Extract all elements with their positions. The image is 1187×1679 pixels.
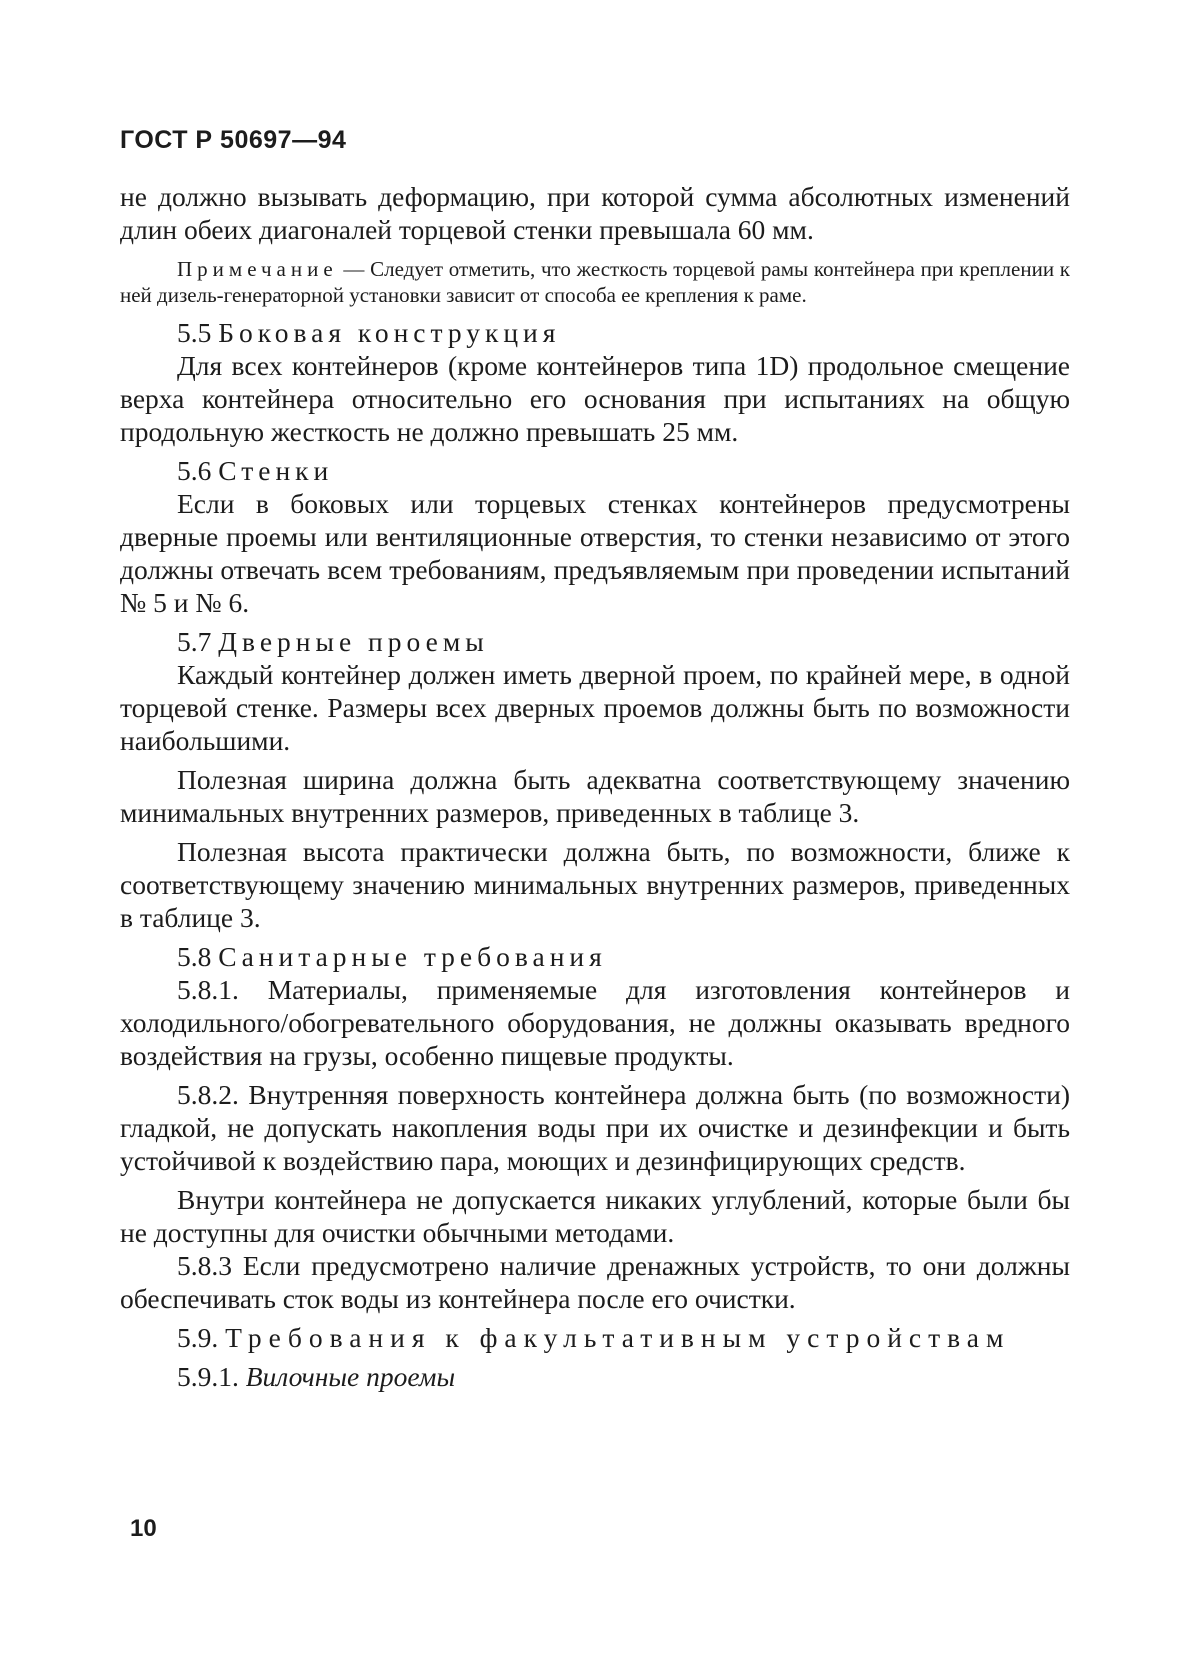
section-heading-5-6 bbox=[120, 454, 1070, 487]
section-heading-5-9-1 bbox=[120, 1360, 1070, 1393]
note-label: Примечание bbox=[177, 257, 338, 281]
paragraph-5-5: Для всех контейнеров (кроме контейнеров типа 1D) продольное смещение верха контейнера относительно его основания при испытаниях на общую продольную жесткость не должно превышать 25 мм. bbox=[120, 350, 1070, 447]
paragraph-5-8-3: 5.8.3 Если предусмотрено наличие дренажных устройств, то они должны обеспечивать сток воды из контейнера после его очистки. bbox=[120, 1250, 1070, 1314]
section-heading-5-7 bbox=[120, 625, 1070, 658]
section-title: Требования к факультативным устройствам bbox=[225, 1322, 1011, 1353]
section-title: Дверные проемы bbox=[218, 626, 489, 657]
section-heading-5-5 bbox=[120, 316, 1070, 349]
section-heading-5-8 bbox=[120, 940, 1070, 973]
page-number: 10 bbox=[130, 1515, 157, 1542]
section-number: 5.9.1. bbox=[177, 1361, 246, 1392]
section-title: Санитарные требования bbox=[218, 941, 607, 972]
document-designation: ГОСТ Р 50697—94 bbox=[120, 126, 347, 154]
section-title: Боковая конструкция bbox=[218, 317, 561, 348]
note bbox=[120, 256, 1070, 308]
note-text: — Следует отметить, что жесткость торцевой рамы контейнера при креплении к ней дизель-генераторной установки зависит от способа ее крепления к раме. bbox=[120, 257, 1070, 307]
section-title: Вилочные проемы bbox=[245, 1361, 456, 1392]
section-number: 5.7 bbox=[177, 626, 219, 657]
paragraph-5-7-a: Каждый контейнер должен иметь дверной проем, по крайней мере, в одной торцевой стенке. Размеры всех дверных проемов должны быть по возможности наибольшими. bbox=[120, 659, 1070, 756]
paragraph-5-8-2-cont: Внутри контейнера не допускается никаких углублений, которые были бы не доступны для очистки обычными методами. bbox=[120, 1184, 1070, 1248]
document-body bbox=[120, 180, 1070, 1393]
section-number: 5.9. bbox=[177, 1322, 226, 1353]
paragraph-intro: не должно вызывать деформацию, при которой сумма абсолютных изменений длин обеих диагоналей торцевой стенки превышала 60 мм. bbox=[120, 181, 1070, 245]
paragraph-5-8-1: 5.8.1. Материалы, применяемые для изготовления контейнеров и холодильного/обогревательного оборудования, не должны оказывать вредного воздействия на грузы, особенно пищевые продукты. bbox=[120, 974, 1070, 1071]
paragraph-5-7-c: Полезная высота практически должна быть, по возможности, ближе к соответствующему значению минимальных внутренних размеров, приведенных в таблице 3. bbox=[120, 836, 1070, 933]
paragraph-5-6: Если в боковых или торцевых стенках контейнеров предусмотрены дверные проемы или вентиляционные отверстия, то стенки независимо от этого должны отвечать всем требованиям, предъявляемым при проведении испытаний № 5 и № 6. bbox=[120, 488, 1070, 618]
section-title: Стенки bbox=[218, 455, 334, 486]
section-number: 5.5 bbox=[177, 317, 219, 348]
section-number: 5.6 bbox=[177, 455, 219, 486]
section-heading-5-9 bbox=[120, 1321, 1070, 1354]
paragraph-5-8-2: 5.8.2. Внутренняя поверхность контейнера должна быть (по возможности) гладкой, не допускать накопления воды при их очистке и дезинфекции и быть устойчивой к воздействию пара, моющих и дезинфицирующих средств. bbox=[120, 1079, 1070, 1176]
paragraph-5-7-b: Полезная ширина должна быть адекватна соответствующему значению минимальных внутренних размеров, приведенных в таблице 3. bbox=[120, 764, 1070, 828]
section-number: 5.8 bbox=[177, 941, 219, 972]
